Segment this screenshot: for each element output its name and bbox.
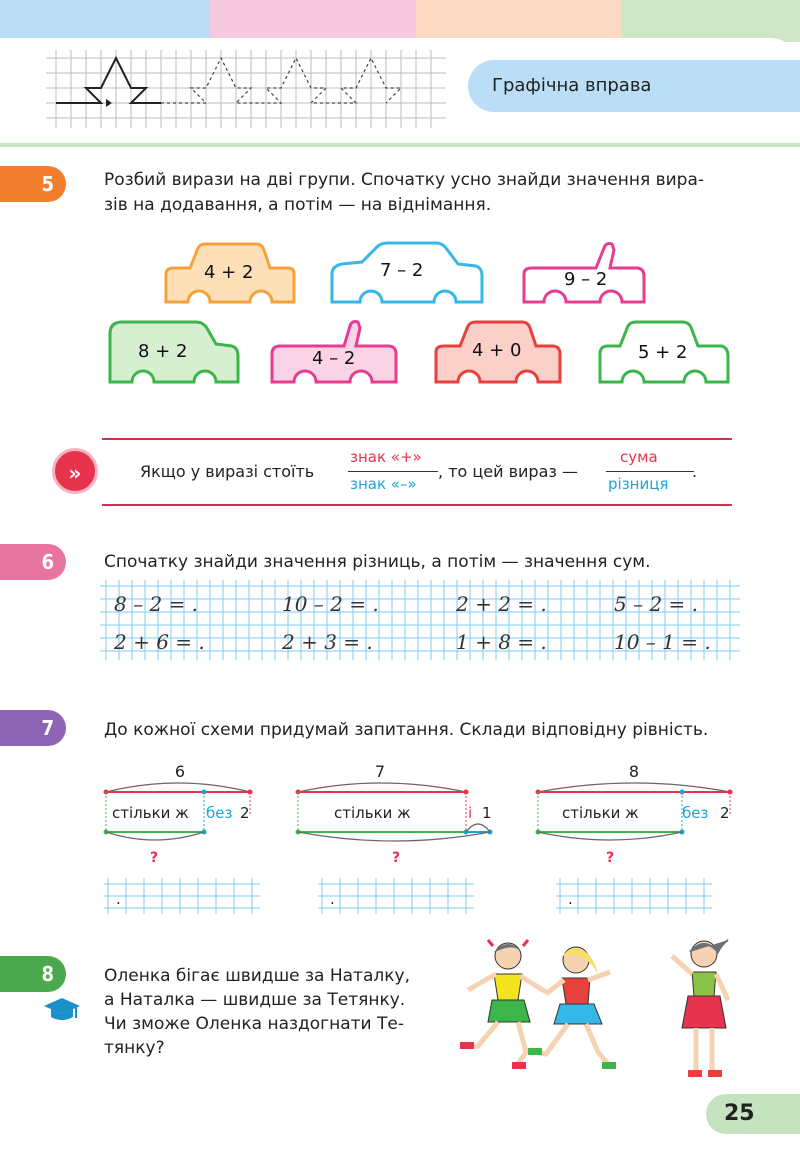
car-4 [104, 318, 244, 392]
car-3 [518, 240, 650, 312]
running-girls-illustration [448, 934, 748, 1094]
task-6-expr-3: 2 + 2 = . [456, 592, 547, 616]
task-6-expr-4: 5 – 2 = . [614, 592, 698, 616]
rule-arrows-icon: » [52, 448, 98, 494]
scheme-2-total: 7 [374, 762, 386, 781]
task-6-expr-6: 2 + 3 = . [282, 630, 373, 654]
car-7 [594, 318, 734, 392]
rule-text-middle: , то цей вираз — [438, 462, 578, 481]
answer-grid-1[interactable] [104, 878, 260, 914]
scheme-3-question: ? [606, 850, 615, 866]
car-5-expression: 4 – 2 [312, 348, 356, 369]
task-6-expr-5: 2 + 6 = . [114, 630, 205, 654]
rule-fraction-bar-2 [606, 471, 694, 472]
rule-text-before: Якщо у виразі стоїть [140, 462, 315, 481]
scheme-1-label: стільки ж [112, 804, 189, 822]
task-6-badge: 6 [0, 544, 66, 580]
top-strip-peach [416, 0, 622, 42]
rule-bottom-line [102, 504, 732, 506]
car-6 [430, 318, 566, 392]
scheme-3-extra-num: 2 [720, 804, 730, 822]
task-6-expr-2: 10 – 2 = . [282, 592, 379, 616]
rule-sign-minus: знак «–» [350, 475, 417, 493]
section-title: Графічна вправа [468, 60, 800, 112]
rule-word-diff: різниця [608, 475, 669, 493]
scheme-2-label: стільки ж [334, 804, 411, 822]
car-7-expression: 5 + 2 [638, 342, 688, 363]
scheme-2-extra-word: і [468, 804, 473, 822]
rule-text-end: . [692, 462, 698, 481]
task-6-expr-8: 10 – 1 = . [614, 630, 711, 654]
scheme-2-question: ? [392, 850, 401, 866]
car-1-expression: 4 + 2 [204, 262, 254, 283]
page-number: 25 [706, 1094, 800, 1134]
task-7-badge: 7 [0, 710, 66, 746]
graphic-exercise-grid [46, 50, 446, 136]
answer-grid-3[interactable] [556, 878, 712, 914]
car-6-expression: 4 + 0 [472, 340, 522, 361]
top-strip-blue [0, 0, 210, 42]
top-strip-green [622, 0, 800, 42]
car-2 [326, 240, 488, 312]
car-5 [266, 318, 402, 392]
task-5-text: Розбий вирази на дві групи. Спочатку усно знайди значення вира- зів на додавання, а потім — на віднімання. [104, 170, 705, 215]
answer-dot-1: . [116, 890, 121, 908]
scheme-1-extra-word: без [206, 804, 233, 822]
rule-fraction-bar-1 [348, 471, 438, 472]
task-8-badge: 8 [0, 956, 66, 992]
scheme-2-extra-num: 1 [482, 804, 492, 822]
answer-dot-3: . [568, 890, 573, 908]
task-6-expr-1: 8 – 2 = . [114, 592, 198, 616]
car-1 [160, 240, 300, 312]
answer-grid-2[interactable] [318, 878, 474, 914]
scheme-3-extra-word: без [682, 804, 709, 822]
scheme-3-total: 8 [628, 762, 640, 781]
header-divider [0, 143, 800, 147]
task-6-text: Спочатку знайди значення різниць, а потім — значення сум. [104, 552, 651, 572]
top-strip-pink [210, 0, 416, 42]
scheme-1-question: ? [150, 850, 159, 866]
answer-dot-2: . [330, 890, 335, 908]
task-5-badge: 5 [0, 166, 66, 202]
task-8-text: Оленка бігає швидше за Наталку, а Наталка — швидше за Тетянку. Чи зможе Оленка наздогнати Те- тянку? [104, 966, 410, 1058]
graduation-cap-icon [42, 996, 82, 1024]
task-7-text: До кожної схеми придумай запитання. Склади відповідну рівність. [104, 720, 709, 740]
rule-sign-plus: знак «+» [350, 448, 422, 466]
scheme-1-extra-num: 2 [240, 804, 250, 822]
rule-word-sum: сума [620, 448, 658, 466]
scheme-3-label: стільки ж [562, 804, 639, 822]
task-6-expr-7: 1 + 8 = . [456, 630, 547, 654]
car-2-expression: 7 – 2 [380, 260, 424, 281]
car-4-expression: 8 + 2 [138, 341, 188, 362]
car-3-expression: 9 – 2 [564, 269, 608, 290]
scheme-1-total: 6 [174, 762, 186, 781]
rule-top-line [102, 438, 732, 440]
